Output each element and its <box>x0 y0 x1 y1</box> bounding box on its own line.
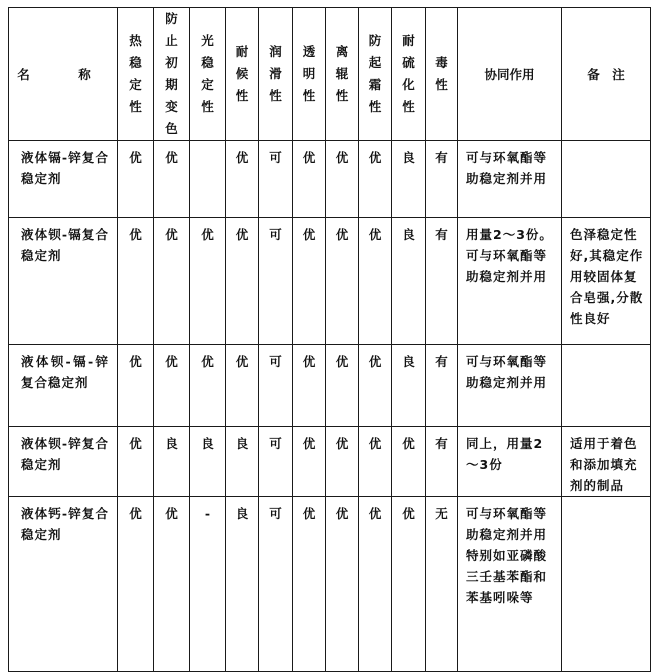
header-property-char: 防 <box>368 33 382 48</box>
property-rating: 有 <box>426 218 458 345</box>
property-rating: 优 <box>154 345 190 427</box>
header-property-0 <box>118 8 154 141</box>
header-property-char: 化 <box>402 77 415 92</box>
property-rating: 优 <box>154 218 190 345</box>
header-property-char: 热 <box>129 33 142 48</box>
header-property-2 <box>190 8 226 141</box>
header-property-char: 辊 <box>335 66 349 81</box>
header-property-char: 性 <box>129 99 142 114</box>
property-rating: 优 <box>359 427 392 497</box>
stabilizer-name: 液体钡-锌复合稳定剂 <box>9 427 118 497</box>
stabilizer-name: 液体钡-镉-锌复合稳定剂 <box>9 345 118 427</box>
property-rating: 可 <box>259 141 293 218</box>
header-property-char: 定 <box>201 77 214 92</box>
property-rating: 优 <box>326 497 359 672</box>
property-rating: 优 <box>118 345 154 427</box>
header-property-char: 初 <box>165 55 178 70</box>
header-name-label: 名 称 <box>17 66 109 82</box>
header-property-char: 起 <box>368 55 382 70</box>
property-rating: 优 <box>293 427 326 497</box>
property-rating: 优 <box>293 345 326 427</box>
property-rating: 可 <box>259 218 293 345</box>
header-property-char: 透 <box>302 44 316 59</box>
notes-text <box>562 345 651 427</box>
property-rating: 良 <box>154 427 190 497</box>
header-synergy <box>458 8 562 141</box>
header-property-3 <box>226 8 259 141</box>
property-rating: 可 <box>259 427 293 497</box>
header-property-char: 离 <box>335 44 349 59</box>
property-rating: 优 <box>326 218 359 345</box>
stabilizer-name: 液体钡-镉复合稳定剂 <box>9 218 118 345</box>
header-property-char: 性 <box>302 88 316 103</box>
header-property-char: 定 <box>129 77 142 92</box>
property-rating: 优 <box>359 345 392 427</box>
notes-text <box>562 141 651 218</box>
stabilizer-name: 液体镉-锌复合稳定剂 <box>9 141 118 218</box>
property-rating: 良 <box>392 345 426 427</box>
table-row <box>9 141 651 218</box>
header-property-char: 硫 <box>402 55 415 70</box>
property-rating: 优 <box>293 218 326 345</box>
property-rating: - <box>190 497 226 672</box>
header-property-char: 光 <box>201 33 214 48</box>
synergy-text: 可与环氧酯等助稳定剂并用 <box>458 141 562 218</box>
property-rating: 有 <box>426 345 458 427</box>
property-rating: 良 <box>226 497 259 672</box>
property-rating: 优 <box>326 427 359 497</box>
property-rating: 良 <box>190 427 226 497</box>
property-rating: 可 <box>259 345 293 427</box>
header-notes-label: 备 注 <box>587 66 625 82</box>
property-rating: 良 <box>226 427 259 497</box>
header-synergy-label: 协同作用 <box>484 66 535 82</box>
header-property-char: 性 <box>269 88 282 103</box>
stabilizer-table <box>8 7 651 672</box>
notes-text <box>562 497 651 672</box>
header-property-char: 止 <box>165 33 178 48</box>
header-property-char: 色 <box>165 121 178 136</box>
header-property-char: 防 <box>165 11 178 26</box>
header-property-char: 稳 <box>201 55 214 70</box>
property-rating: 优 <box>293 141 326 218</box>
property-rating: 优 <box>359 141 392 218</box>
header-property-char: 稳 <box>129 55 142 70</box>
property-rating: 优 <box>118 141 154 218</box>
table-row <box>9 497 651 672</box>
header-property-char: 性 <box>201 99 214 114</box>
property-rating: 优 <box>326 141 359 218</box>
header-property-8 <box>392 8 426 141</box>
property-rating: 优 <box>392 497 426 672</box>
property-rating: 优 <box>118 218 154 345</box>
header-property-char: 霜 <box>368 77 382 92</box>
notes-text: 适用于着色和添加填充剂的制品 <box>562 427 651 497</box>
header-property-char: 润 <box>269 44 282 59</box>
header-property-char: 性 <box>402 99 415 114</box>
property-rating: 优 <box>226 345 259 427</box>
property-rating: 优 <box>154 141 190 218</box>
property-rating: 优 <box>226 218 259 345</box>
table-row <box>9 345 651 427</box>
header-property-char: 性 <box>235 88 249 103</box>
table-row <box>9 218 651 345</box>
property-rating: 优 <box>359 497 392 672</box>
header-property-char: 毒 <box>435 55 448 70</box>
header-property-char: 耐 <box>235 44 249 59</box>
header-property-char: 明 <box>302 66 316 81</box>
synergy-text: 可与环氧酯等助稳定剂并用 <box>458 345 562 427</box>
header-property-char: 性 <box>335 88 349 103</box>
header-notes <box>562 8 651 141</box>
header-name <box>9 8 118 141</box>
header-property-char: 耐 <box>402 33 415 48</box>
property-rating: 优 <box>190 345 226 427</box>
property-rating: 有 <box>426 427 458 497</box>
property-rating: 优 <box>293 497 326 672</box>
property-rating: 良 <box>392 218 426 345</box>
synergy-text: 用量2～3份。可与环氧酯等助稳定剂并用 <box>458 218 562 345</box>
property-rating <box>190 141 226 218</box>
header-property-5 <box>293 8 326 141</box>
property-rating: 优 <box>118 427 154 497</box>
table-row <box>9 427 651 497</box>
property-rating: 优 <box>190 218 226 345</box>
header-property-char: 变 <box>165 99 178 114</box>
header-property-4 <box>259 8 293 141</box>
header-property-1 <box>154 8 190 141</box>
header-property-6 <box>326 8 359 141</box>
header-property-char: 期 <box>165 77 178 92</box>
property-rating: 无 <box>426 497 458 672</box>
synergy-text: 可与环氧酯等助稳定剂并用特别如亚磷酸三壬基苯酯和苯基吲哚等 <box>458 497 562 672</box>
property-rating: 优 <box>326 345 359 427</box>
property-rating: 有 <box>426 141 458 218</box>
synergy-text: 同上，用量2～3份 <box>458 427 562 497</box>
header-property-char: 性 <box>435 77 448 92</box>
header-property-char: 候 <box>235 66 249 81</box>
property-rating: 可 <box>259 497 293 672</box>
notes-text: 色泽稳定性好,其稳定作用较固体复合皂强,分散性良好 <box>562 218 651 345</box>
header-property-char: 滑 <box>269 66 282 81</box>
property-rating: 优 <box>359 218 392 345</box>
stabilizer-name: 液体钙-锌复合稳定剂 <box>9 497 118 672</box>
property-rating: 优 <box>118 497 154 672</box>
header-property-char: 性 <box>368 99 382 114</box>
property-rating: 良 <box>392 141 426 218</box>
property-rating: 优 <box>392 427 426 497</box>
property-rating: 优 <box>226 141 259 218</box>
header-property-7 <box>359 8 392 141</box>
header-row <box>9 8 651 141</box>
header-property-9 <box>426 8 458 141</box>
property-rating: 优 <box>154 497 190 672</box>
